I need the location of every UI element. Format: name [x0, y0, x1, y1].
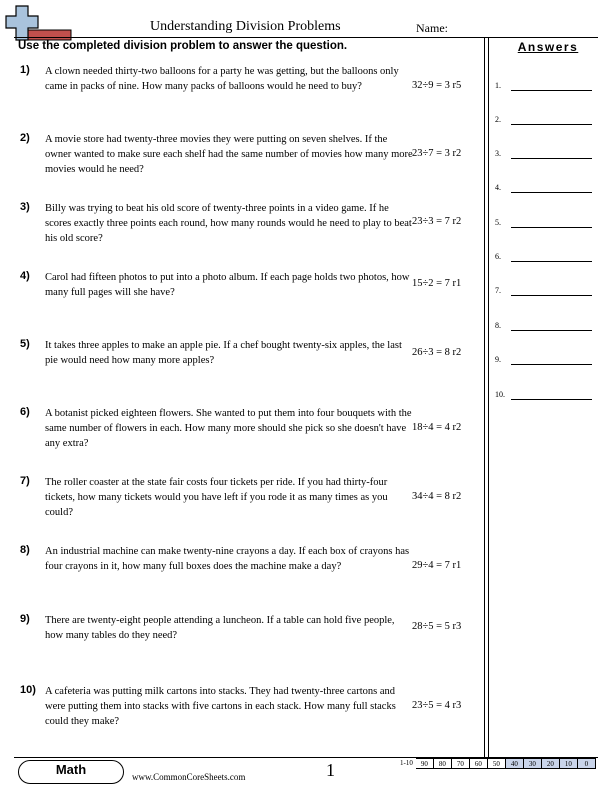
- score-cell: 90: [416, 758, 434, 769]
- answer-number: 6.: [495, 252, 501, 261]
- header-divider: [14, 37, 598, 38]
- score-cell: 20: [542, 758, 560, 769]
- name-label: Name:: [416, 21, 448, 35]
- question-number: 4): [20, 270, 30, 282]
- answer-line-1[interactable]: [495, 79, 595, 93]
- question-number: 6): [20, 406, 30, 418]
- score-cell: 10: [560, 758, 578, 769]
- answer-line-6[interactable]: [495, 250, 595, 264]
- division-work: 29÷4 = 7 r1: [412, 560, 462, 571]
- question-number: 3): [20, 201, 30, 213]
- score-cell: 60: [470, 758, 488, 769]
- division-work: 23÷7 = 3 r2: [412, 148, 462, 159]
- division-work: 23÷5 = 4 r3: [412, 700, 462, 711]
- question-text: An industrial machine can make twenty-nine crayons a day. If each box of crayons has four crayons in it, how many full boxes does the machine make a day?: [45, 546, 410, 572]
- answer-line-10[interactable]: [495, 388, 595, 402]
- score-cell: 30: [524, 758, 542, 769]
- question-number: 10): [20, 684, 36, 696]
- score-cell: 80: [434, 758, 452, 769]
- score-range: 1-10: [400, 759, 413, 767]
- answer-number: 9.: [495, 355, 501, 364]
- division-work: 28÷5 = 5 r3: [412, 621, 462, 632]
- score-cell: 40: [506, 758, 524, 769]
- score-cell: 0: [578, 758, 596, 769]
- logo-icon: [4, 4, 74, 44]
- question-text: A botanist picked eighteen flowers. She wanted to put them into four bouquets with the same number of flowers in each. How many more should she pick so she doesn't have any extra?: [45, 408, 412, 449]
- answer-line-5[interactable]: [495, 216, 595, 230]
- question-text: Billy was trying to beat his old score of twenty-three points in a video game. If he scores exactly three points each round, how many rounds would he need to play to beat his old score?: [45, 203, 412, 244]
- question-number: 5): [20, 338, 30, 350]
- division-work: 15÷2 = 7 r1: [412, 278, 462, 289]
- answer-line-3[interactable]: [495, 147, 595, 161]
- division-work: 23÷3 = 7 r2: [412, 216, 462, 227]
- answers-heading: Answers: [517, 40, 579, 54]
- question-text: A movie store had twenty-three movies they were putting on seven shelves. If the owner wanted to make sure each shelf had the same number of movies how many more movies would he need?: [45, 134, 413, 175]
- answer-number: 4.: [495, 183, 501, 192]
- answer-line-8[interactable]: [495, 319, 595, 333]
- answer-line-2[interactable]: [495, 113, 595, 127]
- question-text: Carol had fifteen photos to put into a photo album. If each page holds two photos, how many full pages will she have?: [45, 272, 410, 298]
- column-divider: [484, 37, 485, 757]
- column-divider: [488, 37, 489, 757]
- question-text: There are twenty-eight people attending a luncheon. If a table can hold five people, how many tables do they need?: [45, 615, 395, 641]
- answer-number: 8.: [495, 321, 501, 330]
- question-text: The roller coaster at the state fair costs four tickets per ride. If you had thirty-four tickets, how many tickets would you have left if you rode it as many times as you could?: [45, 477, 388, 518]
- question-number: 8): [20, 544, 30, 556]
- answer-line-7[interactable]: [495, 284, 595, 298]
- answer-number: 1.: [495, 81, 501, 90]
- score-cell: 50: [488, 758, 506, 769]
- page-title: Understanding Division Problems: [150, 19, 341, 34]
- answer-number: 10.: [495, 390, 505, 399]
- division-work: 26÷3 = 8 r2: [412, 347, 462, 358]
- instructions: Use the completed division problem to answer the question.: [18, 40, 348, 52]
- math-badge-label: Math: [55, 762, 87, 777]
- question-number: 2): [20, 132, 30, 144]
- score-cell: 70: [452, 758, 470, 769]
- question-text: It takes three apples to make an apple pie. If a chef bought twenty-six apples, the last pie would need how many more apples?: [45, 340, 402, 366]
- division-work: 18÷4 = 4 r2: [412, 422, 462, 433]
- question-text: A clown needed thirty-two balloons for a party he was getting, but the balloons only came in packs of nine. How many packs of balloons would he need to buy?: [45, 66, 399, 92]
- question-number: 1): [20, 64, 30, 76]
- question-number: 9): [20, 613, 30, 625]
- answer-number: 3.: [495, 149, 501, 158]
- division-work: 34÷4 = 8 r2: [412, 491, 462, 502]
- question-number: 7): [20, 475, 30, 487]
- score-table: [397, 758, 596, 769]
- answer-number: 5.: [495, 218, 501, 227]
- answer-number: 2.: [495, 115, 501, 124]
- page-number: 1: [326, 760, 335, 780]
- question-text: A cafeteria was putting milk cartons into stacks. They had twenty-three cartons and were putting them into stacks with five cartons in each stack. How many full stacks could they make?: [45, 686, 396, 727]
- answer-line-9[interactable]: [495, 353, 595, 367]
- answer-line-4[interactable]: [495, 181, 595, 195]
- answer-number: 7.: [495, 286, 501, 295]
- division-work: 32÷9 = 3 r5: [412, 80, 462, 91]
- website-link[interactable]: www.CommonCoreSheets.com: [132, 772, 246, 782]
